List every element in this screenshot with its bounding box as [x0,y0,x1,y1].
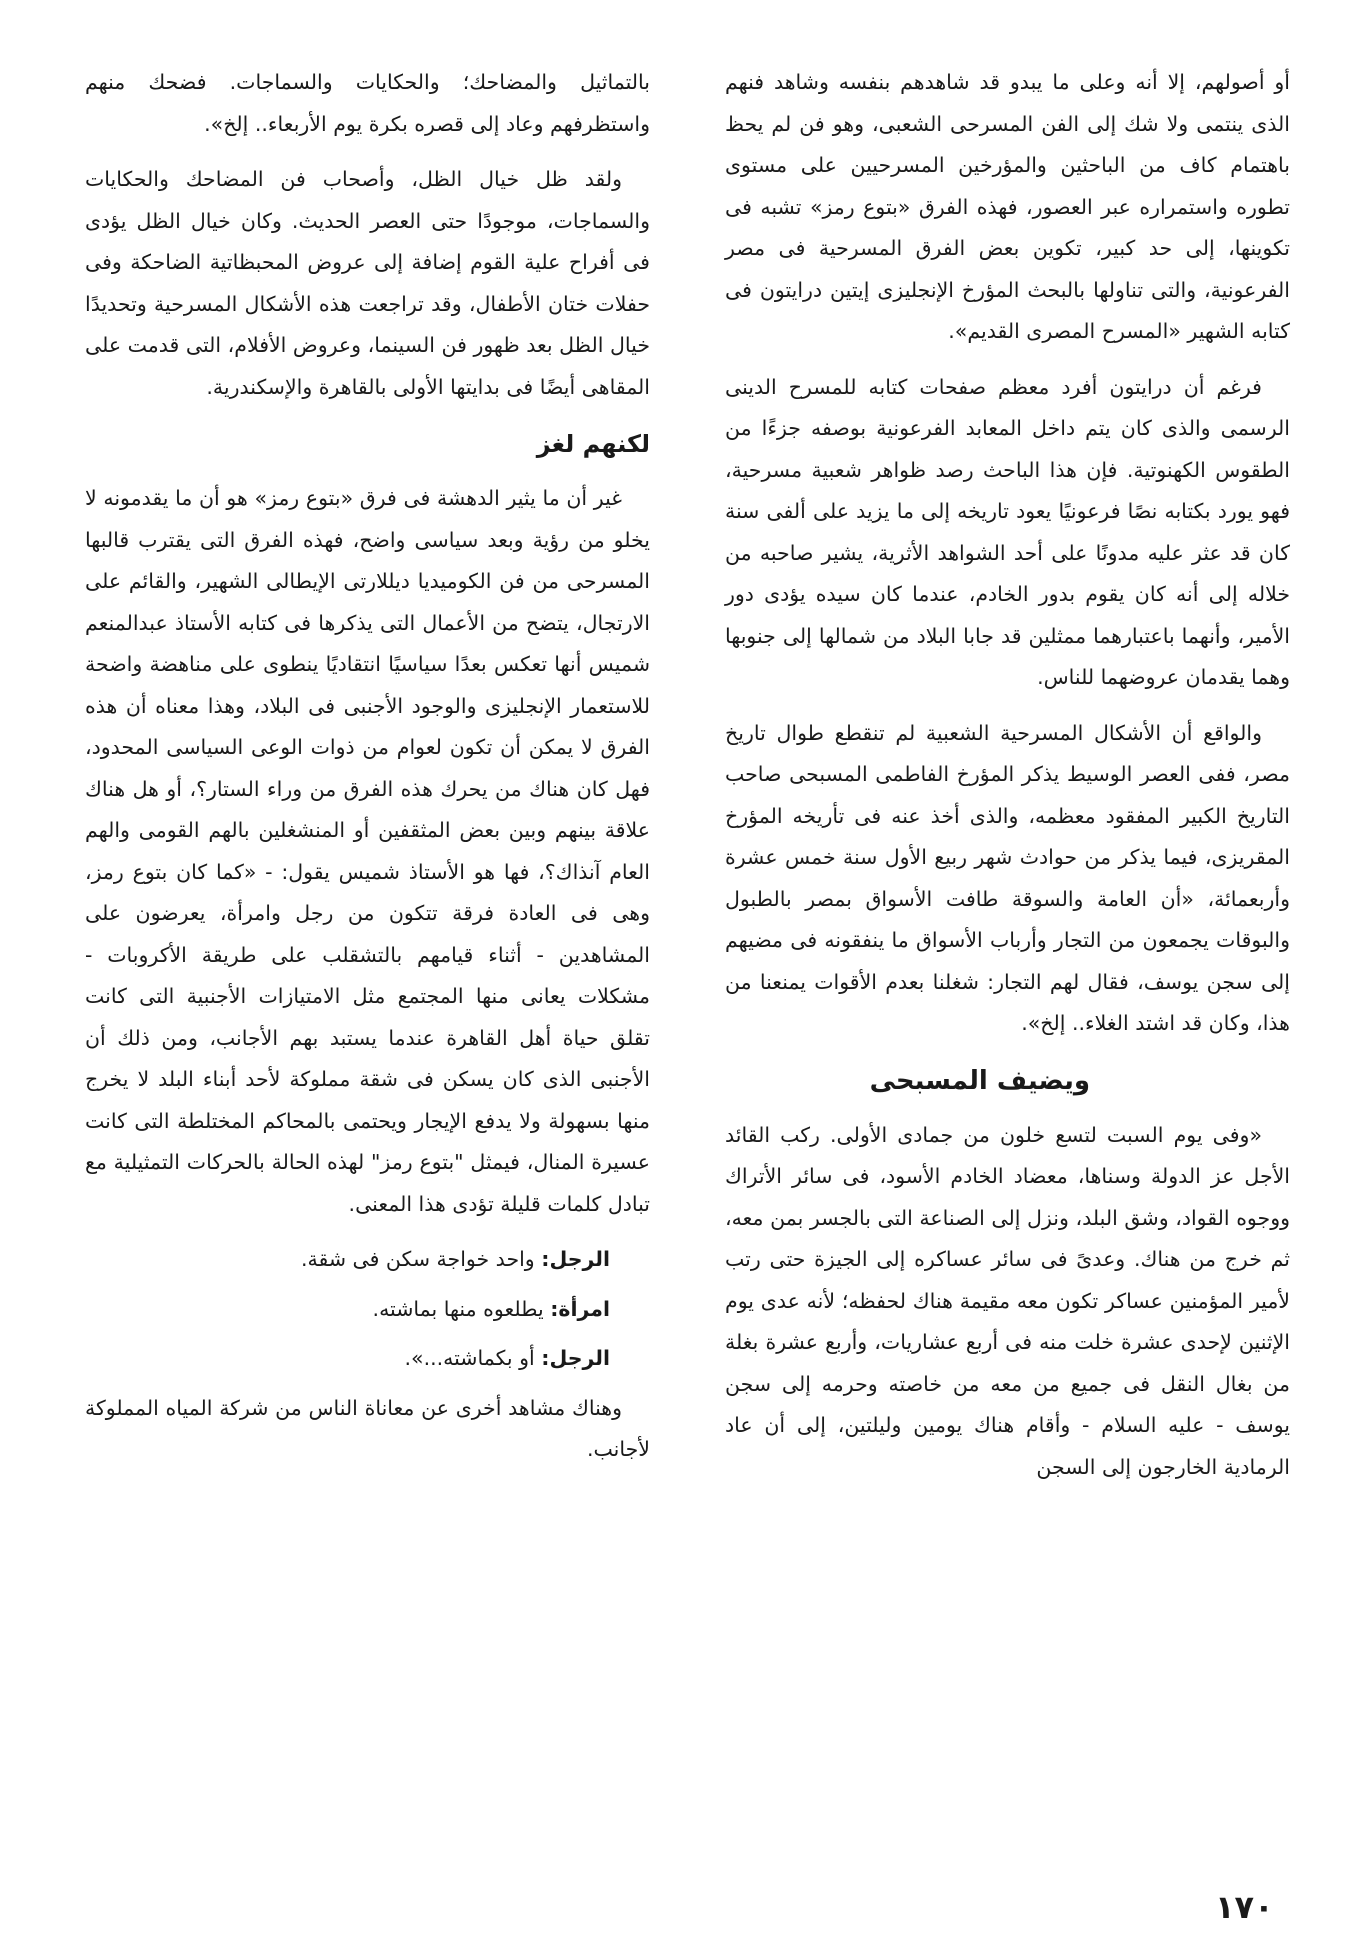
dialogue-text: يطلعوه منها بماشته. [372,1296,544,1321]
paragraph: «وفى يوم السبت لتسع خلون من جمادى الأولى. ركب القائد الأجل عز الدولة وسناها، معضاد الخادم الأسود، فى سائر الأتراك ووجوه القواد، وشق البلد، ونزل إلى الصناعة التى بالجسر بمن معه، ثم خرج من هناك. وعدىً فى سائر عساكره إلى الجيزة حتى رتب لأمير المؤمنين عساكر تكون معه مقيمة هناك لحفظه؛ لأنه عدى يوم الإثنين لإحدى عشرة خلت منه فى أربع عشاريات، وأربع عشرة بغلة من بغال النقل فى جميع من معه من خاصته وحرمه إلى سجن يوسف - عليه السلام - وأقام هناك يومين وليلتين، إلى أن عاد الرمادية الخارجون إلى السجن [725,1122,1290,1479]
paragraph: ولقد ظل خيال الظل، وأصحاب فن المضاحك والحكايات والسماجات، موجودًا حتى العصر الحديث. وكان خيال الظل يؤدى فى أفراح علية القوم إضافة إلى عروض المحبظاتية الضاحكة وفى حفلات ختان الأطفال، وقد تراجعت هذه الأشكال المسرحية وتحديدًا خيال الظل بعد ظهور فن السينما، وعروض الأفلام، التى قدمت على المقاهى أيضًا فى بدايتها الأولى بالقاهرة والإسكندرية. [85,167,650,399]
paragraph: فرغم أن درايتون أفرد معظم صفحات كتابه للمسرح الدينى الرسمى والذى كان يتم داخل المعابد الفرعونية بوصفه جزءًا من الطقوس الكهنوتية. فإن هذا الباحث رصد ظواهر شعبية مسرحية، فهو يورد بكتابه نصًا فرعونيًا يعود تاريخه إلى ما يزيد على ألفى سنة كان قد عثر عليه مدونًا على أحد الشواهد الأثرية، يشير صاحبه من خلاله إلى أنه كان يقوم بدور الخادم، عندما كان سيده يؤدى دور الأمير، وأنهما باعتبارهما ممثلين قد جابا البلاد من شمالها إلى جنوبها وهما يقدمان عروضهما للناس. [725,374,1290,689]
section-heading: ويضيف المسبحى [869,1065,1090,1096]
paragraph: بالتماثيل والمضاحك؛ والحكايات والسماجات. فضحك منهم واستظرفهم وعاد إلى قصره بكرة يوم الأربعاء.. إلخ». [85,70,650,136]
dialogue-speaker: امرأة: [550,1296,610,1321]
paragraph: غير أن ما يثير الدهشة فى فرق «بتوع رمز» هو أن ما يقدمونه لا يخلو من رؤية وبعد سياسى واضح، فهذه الفرق التى يقترب قالبها المسرحى من فن الكوميديا ديللارتى الإيطالى الشهير، والقائم على الارتجال، يتضح من الأعمال التى يذكرها فى كتابه الأستاذ عبدالمنعم شميس أنها تعكس بعدًا سياسيًا انتقاديًا ينطوى على مناهضة واضحة للاستعمار الإنجليزى والوجود الأجنبى فى البلاد، وهذا معناه أن هذه الفرق لا يمكن أن تكون لعوام من ذوات الوعى السياسى المحدود، فهل كان هناك من يحرك هذه الفرق من وراء الستار؟، أو هل هناك علاقة بينهم وبين بعض المثقفين أو المنشغلين بالهم القومى والهم العام آنذاك؟، فها هو الأستاذ شميس يقول: - «كما كان بتوع رمز، وهى فى العادة فرقة تتكون من رجل وامرأة، يعرضون على المشاهدين - أثناء قيامهم بالتشقلب على طريقة الأكروبات - مشكلات يعانى منها المجتمع مثل الامتيازات الأجنبية التى كانت تقلق حياة أهل القاهرة عندما يستبد بهم الأجانب، ومن ذلك أن الأجنبى الذى كان يسكن فى شقة مملوكة لأحد أبناء البلد لا يخرج منها بسهولة ولا يدفع الإيجار ويحتمى بالمحاكم المختلطة التى كانت عسيرة المنال، فيمثل "بتوع رمز" لهذه الحالة بالحركات التمثيلية مع تبادل كلمات قليلة تؤدى هذا المعنى. [85,486,650,1216]
dialogue-line [85,1239,650,1281]
section-heading: لكنهم لغز [536,430,650,458]
dialogue-line [85,1289,650,1331]
dialogue-text: أو بكماشته...». [404,1346,535,1370]
dialogue-text: واحد خواجة سكن فى شقة. [300,1247,535,1271]
left-column [85,62,650,1485]
dialogue-speaker: الرجل: [541,1247,610,1271]
paragraph: والواقع أن الأشكال المسرحية الشعبية لم تنقطع طوال تاريخ مصر، ففى العصر الوسيط يذكر المؤرخ الفاطمى المسبحى صاحب التاريخ الكبير المفقود معظمه، والذى أخذ عنه فى تأريخه المؤرخ المقريزى، فيما يذكر من حوادث شهر ربيع الأول سنة خمس عشرة وأربعمائة، «أن العامة والسوقة طافت الأسواق بمصر بالطبول والبوقات يجمعون من التجار وأرباب الأسواق ما ينفقونه فى مضيهم إلى سجن يوسف، فقال لهم التجار: شغلنا بعدم الأقوات يمنعنا من هذا، وكان قد اشتد الغلاء.. إلخ». [725,720,1290,1035]
right-column [725,62,1290,1502]
paragraph: وهناك مشاهد أخرى عن معاناة الناس من شركة المياه المملوكة لأجانب. [85,1395,650,1461]
dialogue-line [85,1338,650,1380]
dialogue-speaker: الرجل: [541,1346,610,1370]
page-number: ١٧٠ [1215,1888,1274,1926]
paragraph: أو أصولهم، إلا أنه وعلى ما يبدو قد شاهدهم بنفسه وشاهد فنهم الذى ينتمى ولا شك إلى الفن المسرحى الشعبى، وهو فن لم يحظ باهتمام كاف من الباحثين والمؤرخين المسرحيين على مستوى تطوره واستمراره عبر العصور، فهذه الفرق «بتوع رمز» تشبه فى تكوينها، إلى حد كبير، تكوين بعض الفرق المسرحية فى مصر الفرعونية، والتى تناولها بالبحث المؤرخ الإنجليزى إيتين درايتون فى كتابه الشهير «المسرح المصرى القديم». [725,70,1290,343]
